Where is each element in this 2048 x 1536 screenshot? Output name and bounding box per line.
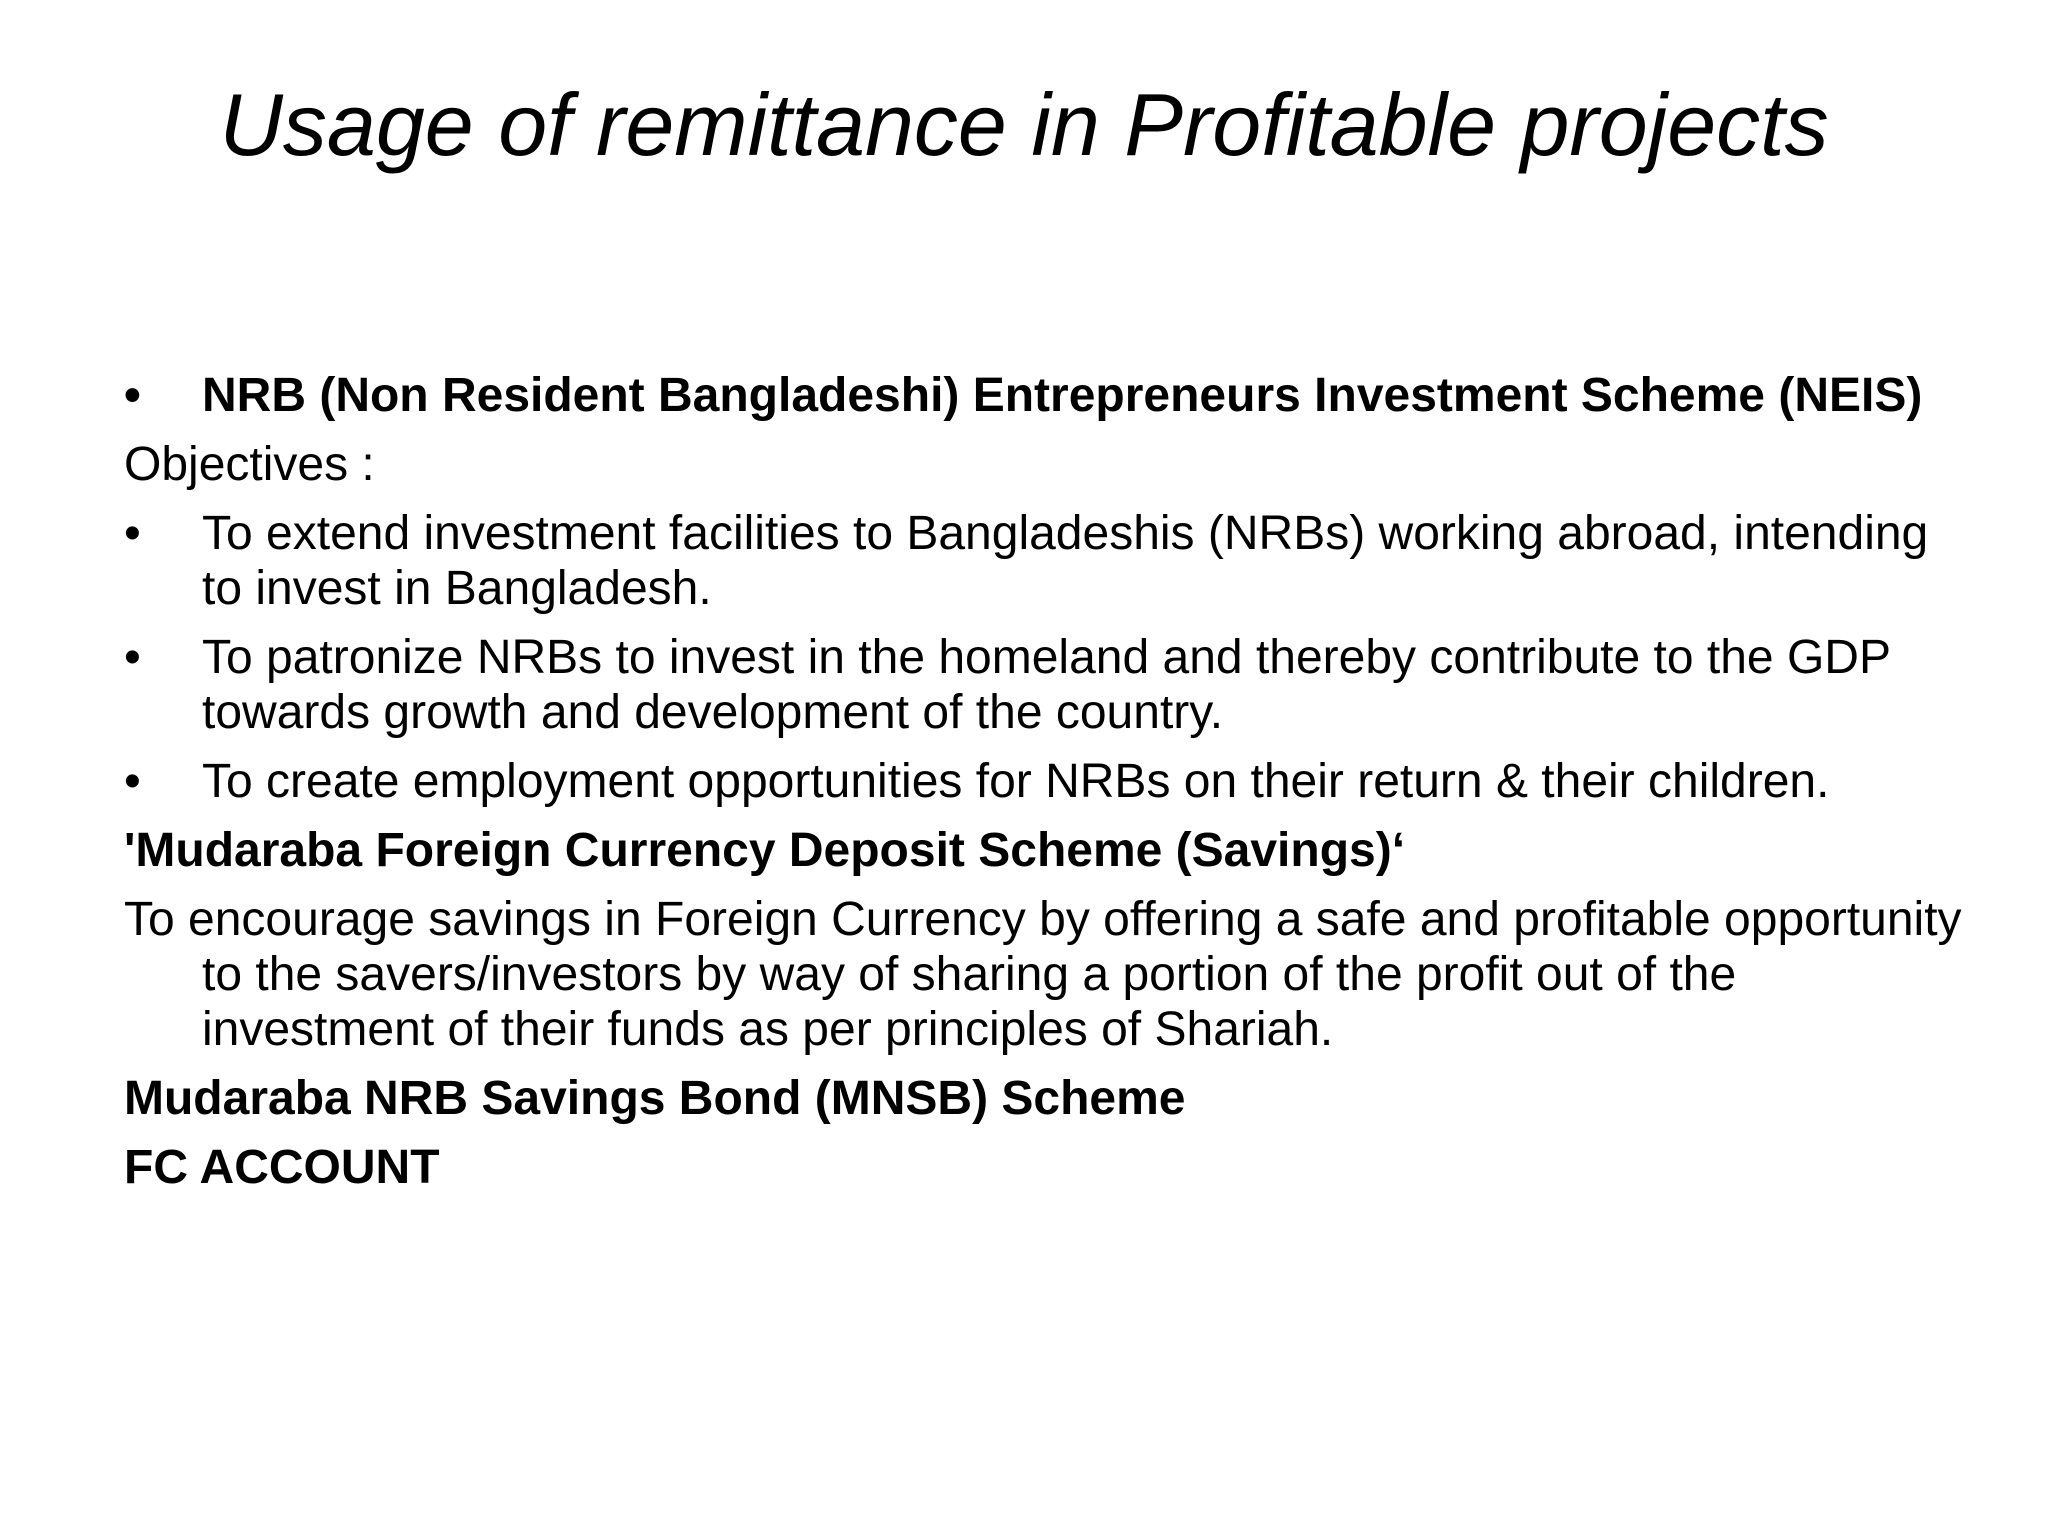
bullet-icon: •: [124, 631, 141, 684]
mudaraba-fc-heading: 'Mudaraba Foreign Currency Deposit Scheme (Savings)‘: [124, 824, 1406, 877]
mudaraba-fc-text: To encourage savings in Foreign Currency by offering a safe and profitable opportunity to the savers/investors by way of sharing a portion of the profit out of the investment of their funds as per principles of Shariah.: [124, 893, 1962, 1056]
objective-item: [124, 506, 1964, 616]
objective-item: [124, 754, 1964, 809]
slide-content: [124, 368, 1964, 1195]
objective-text: To patronize NRBs to invest in the homeland and thereby contribute to the GDP towards growth and development of the country.: [202, 631, 1891, 739]
objective-text: To create employment opportunities for NRBs on their return & their children.: [202, 755, 1830, 808]
neis-bullet-item: [124, 368, 1964, 423]
objective-text: To extend investment facilities to Bangladeshis (NRBs) working abroad, intending to invest in Bangladesh.: [202, 507, 1929, 615]
bullet-icon: •: [124, 755, 141, 808]
neis-heading: NRB (Non Resident Bangladeshi) Entrepreneurs Investment Scheme (NEIS): [202, 369, 1923, 422]
fc-account-heading: FC ACCOUNT: [124, 1141, 440, 1194]
objective-item: [124, 630, 1964, 740]
bullet-icon: •: [124, 507, 141, 560]
objectives-label: Objectives :: [124, 438, 375, 491]
slide-title: Usage of remittance in Profitable projects: [219, 75, 1829, 174]
bullet-icon: •: [124, 369, 141, 422]
mnsb-heading: Mudaraba NRB Savings Bond (MNSB) Scheme: [124, 1072, 1186, 1125]
